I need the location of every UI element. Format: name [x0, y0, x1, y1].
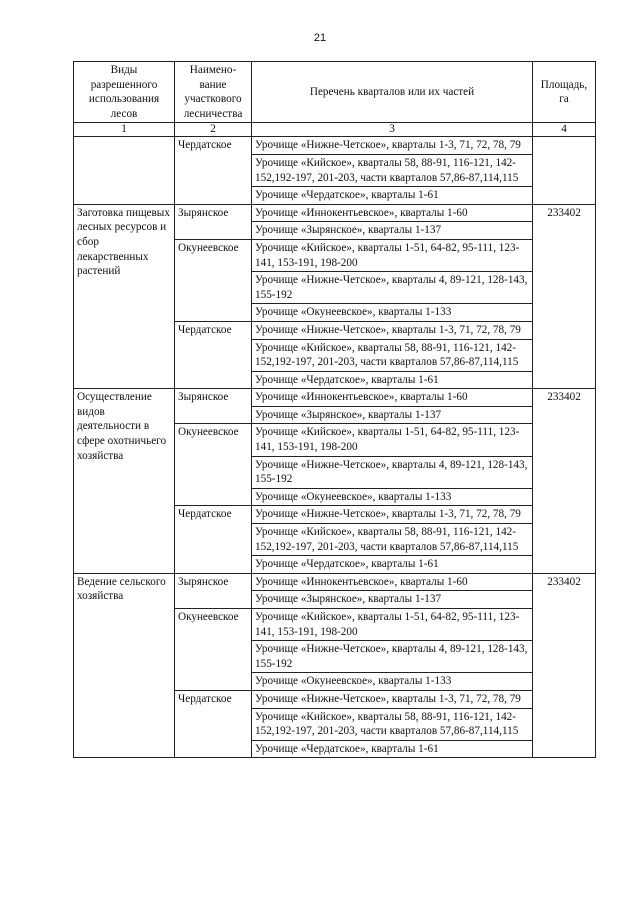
forestry-cell: Чердатское — [175, 506, 252, 573]
quarters-cell: Урочище «Нижне-Четское», кварталы 1-3, 71, 72, 78, 79 — [252, 137, 533, 155]
header-forestry: Наимено-вание участкового лесничества — [175, 62, 252, 123]
forestry-cell: Чердатское — [175, 137, 252, 204]
area-cell — [533, 137, 596, 204]
use-type-cell: Ведение сельского хозяйства — [74, 573, 175, 758]
quarters-cell: Урочище «Чердатское», кварталы 1-61 — [252, 371, 533, 389]
forestry-cell: Окунеевское — [175, 424, 252, 506]
quarters-cell: Урочище «Чердатское», кварталы 1-61 — [252, 187, 533, 205]
forestry-cell: Чердатское — [175, 690, 252, 757]
table-row — [74, 573, 596, 591]
quarters-cell: Урочище «Зырянское», кварталы 1-137 — [252, 222, 533, 240]
quarters-cell: Урочище «Нижне-Четское», кварталы 4, 89-121, 128-143, 155-192 — [252, 272, 533, 304]
forestry-cell: Зырянское — [175, 204, 252, 239]
table-row — [74, 204, 596, 222]
table-row — [74, 389, 596, 407]
column-number: 3 — [252, 123, 533, 137]
quarters-cell: Урочище «Иннокентьевское», кварталы 1-60 — [252, 573, 533, 591]
forestry-cell: Окунеевское — [175, 239, 252, 321]
forestry-cell: Чердатское — [175, 321, 252, 388]
quarters-cell: Урочище «Иннокентьевское», кварталы 1-60 — [252, 204, 533, 222]
quarters-cell: Урочище «Кийское», кварталы 58, 88-91, 116-121, 142-152,192-197, 201-203, части кварталов 57,86-87,114,115 — [252, 708, 533, 740]
column-number-row — [74, 123, 596, 137]
quarters-cell: Урочище «Нижне-Четское», кварталы 1-3, 71, 72, 78, 79 — [252, 690, 533, 708]
quarters-cell: Урочище «Зырянское», кварталы 1-137 — [252, 591, 533, 609]
use-type-cell: Заготовка пищевых лесных ресурсов и сбор лекарственных растений — [74, 204, 175, 389]
use-type-cell — [74, 137, 175, 204]
forestry-cell: Окунеевское — [175, 609, 252, 691]
header-quarters: Перечень кварталов или их частей — [252, 62, 533, 123]
quarters-cell: Урочище «Чердатское», кварталы 1-61 — [252, 556, 533, 574]
header-area: Площадь, га — [533, 62, 596, 123]
column-number: 1 — [74, 123, 175, 137]
quarters-cell: Урочище «Чердатское», кварталы 1-61 — [252, 740, 533, 758]
forestry-cell: Зырянское — [175, 573, 252, 608]
forestry-cell: Зырянское — [175, 389, 252, 424]
quarters-cell: Урочище «Нижне-Четское», кварталы 4, 89-121, 128-143, 155-192 — [252, 641, 533, 673]
table-body — [74, 137, 596, 758]
page-number: 21 — [313, 32, 327, 44]
quarters-cell: Урочище «Кийское», кварталы 58, 88-91, 116-121, 142-152,192-197, 201-203, части кварталов 57,86-87,114,115 — [252, 524, 533, 556]
area-cell: 233402 — [533, 573, 596, 758]
header-row — [74, 62, 596, 123]
quarters-cell: Урочище «Иннокентьевское», кварталы 1-60 — [252, 389, 533, 407]
use-type-cell: Осуществление видов деятельности в сфере охотничьего хозяйства — [74, 389, 175, 574]
quarters-cell: Урочище «Окунеевское», кварталы 1-133 — [252, 673, 533, 691]
quarters-cell: Урочище «Кийское», кварталы 58, 88-91, 116-121, 142-152,192-197, 201-203, части кварталов 57,86-87,114,115 — [252, 154, 533, 186]
quarters-cell: Урочище «Нижне-Четское», кварталы 4, 89-121, 128-143, 155-192 — [252, 456, 533, 488]
area-cell: 233402 — [533, 204, 596, 389]
table-row — [74, 137, 596, 155]
quarters-cell: Урочище «Кийское», кварталы 1-51, 64-82, 95-111, 123-141, 153-191, 198-200 — [252, 424, 533, 456]
column-number: 2 — [175, 123, 252, 137]
quarters-cell: Урочище «Кийское», кварталы 1-51, 64-82, 95-111, 123-141, 153-191, 198-200 — [252, 239, 533, 271]
forest-use-table — [73, 61, 596, 758]
quarters-cell: Урочище «Нижне-Четское», кварталы 1-3, 71, 72, 78, 79 — [252, 321, 533, 339]
quarters-cell: Урочище «Зырянское», кварталы 1-137 — [252, 406, 533, 424]
quarters-cell: Урочище «Окунеевское», кварталы 1-133 — [252, 304, 533, 322]
quarters-cell: Урочище «Окунеевское», кварталы 1-133 — [252, 488, 533, 506]
quarters-cell: Урочище «Нижне-Четское», кварталы 1-3, 71, 72, 78, 79 — [252, 506, 533, 524]
area-cell: 233402 — [533, 389, 596, 574]
header-use-type: Виды разрешенного использования лесов — [74, 62, 175, 123]
column-number: 4 — [533, 123, 596, 137]
quarters-cell: Урочище «Кийское», кварталы 1-51, 64-82, 95-111, 123-141, 153-191, 198-200 — [252, 609, 533, 641]
quarters-cell: Урочище «Кийское», кварталы 58, 88-91, 116-121, 142-152,192-197, 201-203, части кварталов 57,86-87,114,115 — [252, 339, 533, 371]
